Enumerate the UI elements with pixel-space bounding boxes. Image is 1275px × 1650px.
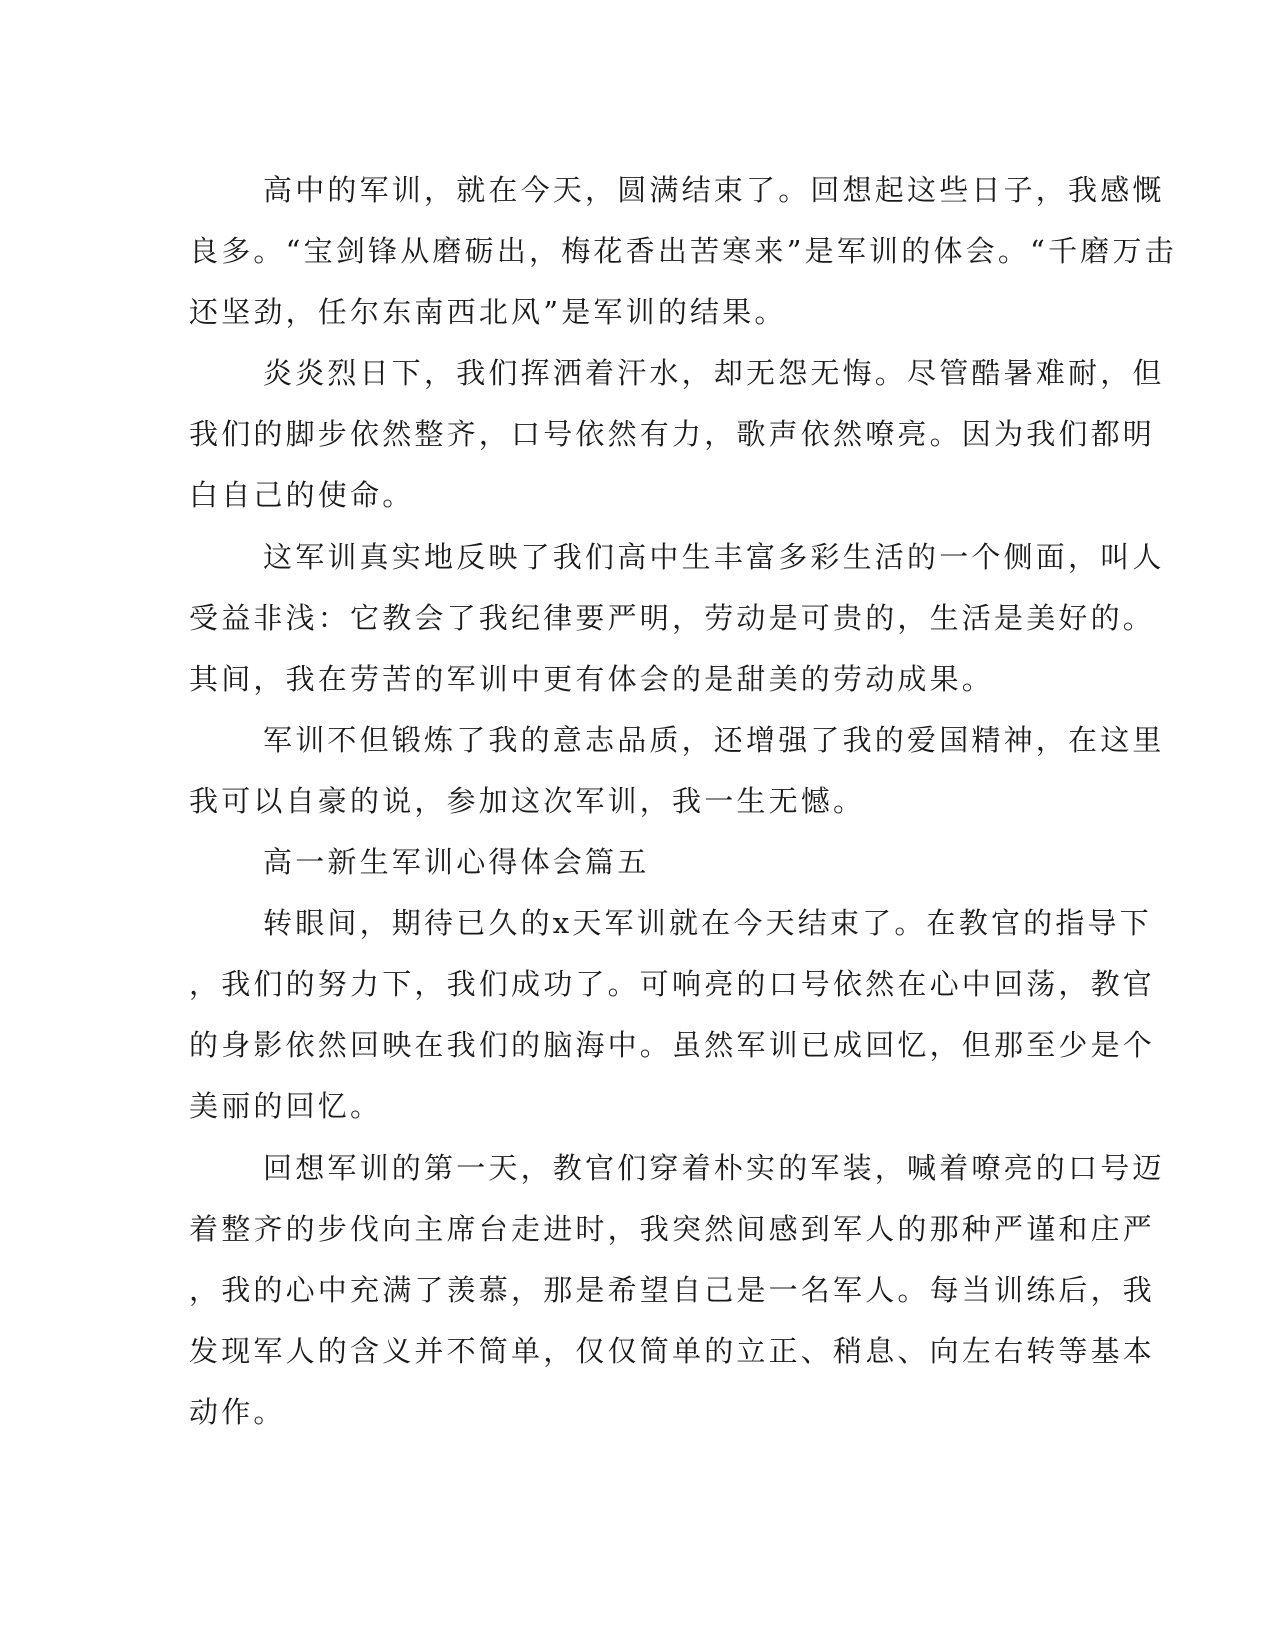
- text-line: 着整齐的步伐向主席台走进时，我突然间感到军人的那种严谨和庄严: [189, 1211, 1156, 1246]
- paragraph: [189, 160, 1177, 343]
- document-body: [189, 160, 1177, 1443]
- text-line: 受益非浅：它教会了我纪律要严明，劳动是可贵的，生活是美好的。: [189, 600, 1156, 635]
- text-line: 炎炎烈日下，我们挥洒着汗水，却无怨无悔。尽管酷暑难耐，但: [263, 356, 1165, 391]
- text-line: 高中的军训，就在今天，圆满结束了。回想起这些日子，我感慨: [263, 173, 1165, 207]
- text-line: 发现军人的含义并不简单，仅仅简单的立正、稍息、向左右转等基本: [189, 1333, 1156, 1368]
- text-line: 还坚劲，任尔东南西北风”是军训的结果。: [189, 295, 787, 330]
- text-line: ，我们的努力下，我们成功了。可响亮的口号依然在心中回荡，教官: [189, 967, 1156, 1002]
- paragraph: [189, 893, 1156, 1137]
- section-heading: [189, 832, 1089, 893]
- paragraph: [189, 710, 1165, 832]
- text-line: 回想军训的第一天，教官们穿着朴实的军装，喊着嘹亮的口号迈: [263, 1150, 1165, 1185]
- text-line: 良多。“宝剑锋从磨砺出，梅花香出苦寒来”是军训的体会。“千磨万击: [189, 234, 1177, 269]
- section-heading-text: 高一新生军训心得体会篇五: [263, 845, 650, 880]
- text-line: 的身影依然回映在我们的脑海中。虽然军训已成回忆，但那至少是个: [189, 1028, 1156, 1063]
- text-line: 其间，我在劳苦的军训中更有体会的是甜美的劳动成果。: [189, 661, 995, 696]
- text-line: 转眼间，期待已久的x天军训就在今天结束了。在教官的指导下: [263, 906, 1152, 941]
- paragraph: [189, 1138, 1165, 1443]
- text-line: 美丽的回忆。: [189, 1089, 383, 1124]
- text-line: 我们的脚步依然整齐，口号依然有力，歌声依然嘹亮。因为我们都明: [189, 417, 1156, 452]
- paragraph: [189, 527, 1165, 710]
- text-line: ，我的心中充满了羡慕，那是希望自己是一名军人。每当训练后，我: [189, 1272, 1156, 1307]
- paragraph: [189, 343, 1165, 526]
- text-line: 这军训真实地反映了我们高中生丰富多彩生活的一个侧面，叫人: [263, 539, 1165, 574]
- text-line: 我可以自豪的说，参加这次军训，我一生无憾。: [189, 783, 866, 818]
- text-line: 军训不但锻炼了我的意志品质，还增强了我的爱国精神，在这里: [263, 722, 1165, 757]
- text-line: 白自己的使命。: [189, 478, 415, 513]
- text-line: 动作。: [189, 1394, 286, 1429]
